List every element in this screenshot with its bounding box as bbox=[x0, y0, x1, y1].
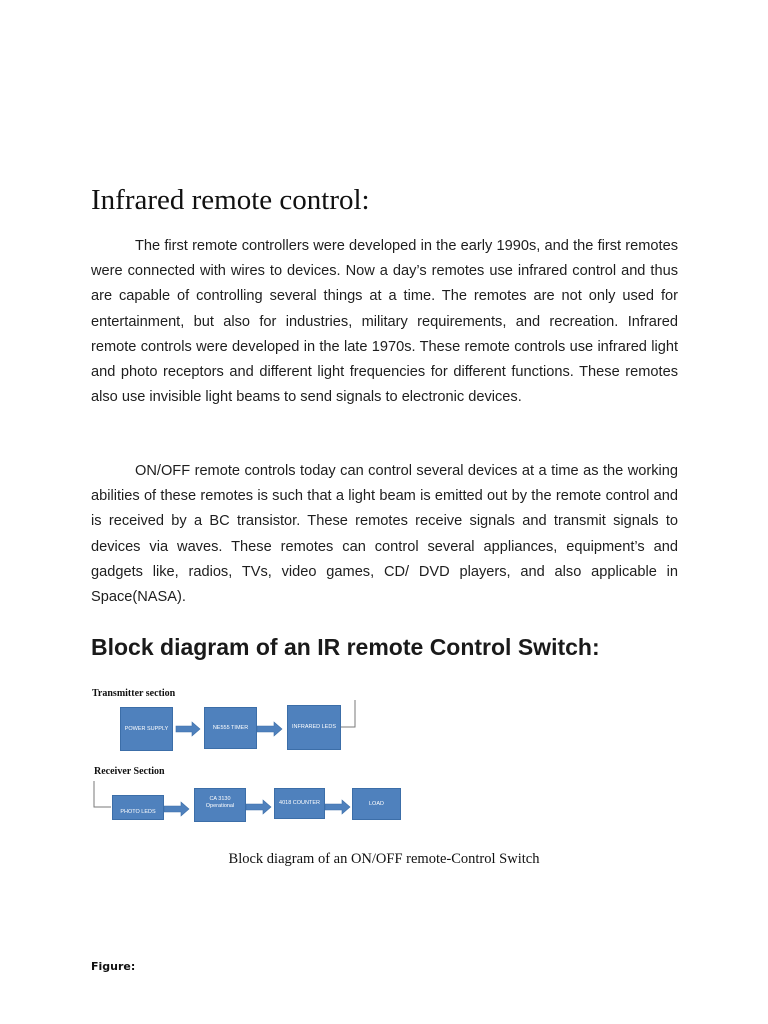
paragraph-intro-text: The first remote controllers were developed in the early 1990s, and the first remotes were connected with wires to devices. Now a day’s remotes use infrared control and thus are capable of controlling several things at a time. The remotes are not only used for entertainment, but also for industries, military requirements, and recreation. Infrared remote controls were developed in the late 1970s. These remote controls use infrared light and photo receptors and different light frequencies for different functions. These remotes also use invisible light beams to send signals to electronic devices. bbox=[91, 238, 678, 406]
block-label: INFRARED LEDS bbox=[291, 724, 336, 730]
page-heading: Infrared remote control: bbox=[91, 184, 370, 216]
section-subheading: Block diagram of an IR remote Control Switch: bbox=[91, 634, 600, 660]
power-supply-block bbox=[120, 707, 173, 751]
receiver-section-label: Receiver Section bbox=[94, 766, 165, 777]
arrow-icon bbox=[246, 800, 271, 814]
block-label: NE555 TIMER bbox=[212, 724, 249, 731]
infrared-leds-block bbox=[287, 705, 341, 750]
figure-label: Figure: bbox=[91, 960, 136, 973]
paragraph-intro bbox=[91, 234, 678, 410]
counter-4018-block bbox=[274, 788, 325, 819]
paragraph-onoff-text: ON/OFF remote controls today can control several devices at a time as the working abilities of these remotes is such that a light beam is emitted out by the remote control and is received by a BC transistor. These remotes receive signals and transmit signals to devices via waves. These remotes can control several appliances, equipment’s and gadgets like, radios, TVs, video games, CD/ DVD players, and also applicable in Space(NASA). bbox=[91, 463, 678, 606]
photo-leds-block bbox=[112, 795, 164, 820]
block-label: PHOTO LEDS bbox=[120, 809, 156, 815]
transmitter-line bbox=[341, 700, 355, 727]
load-block bbox=[352, 788, 401, 820]
arrow-icon bbox=[325, 800, 350, 814]
block-label: 4018 COUNTER bbox=[279, 800, 320, 806]
receiver-line bbox=[94, 781, 111, 807]
block-label: LOAD bbox=[369, 800, 384, 807]
ne555-timer-block bbox=[204, 707, 257, 749]
block-label: POWER SUPPLY bbox=[124, 725, 169, 732]
paragraph-onoff bbox=[91, 459, 678, 610]
arrow-icon bbox=[164, 802, 189, 816]
ca3130-block bbox=[194, 788, 246, 822]
arrow-icon bbox=[257, 722, 282, 736]
arrow-icon bbox=[176, 722, 200, 736]
block-label: CA 3130 Operational bbox=[205, 796, 235, 809]
diagram-caption: Block diagram of an ON/OFF remote-Control Switch bbox=[228, 851, 540, 867]
block-diagram bbox=[88, 683, 408, 833]
transmitter-section-label: Transmitter section bbox=[92, 688, 176, 699]
